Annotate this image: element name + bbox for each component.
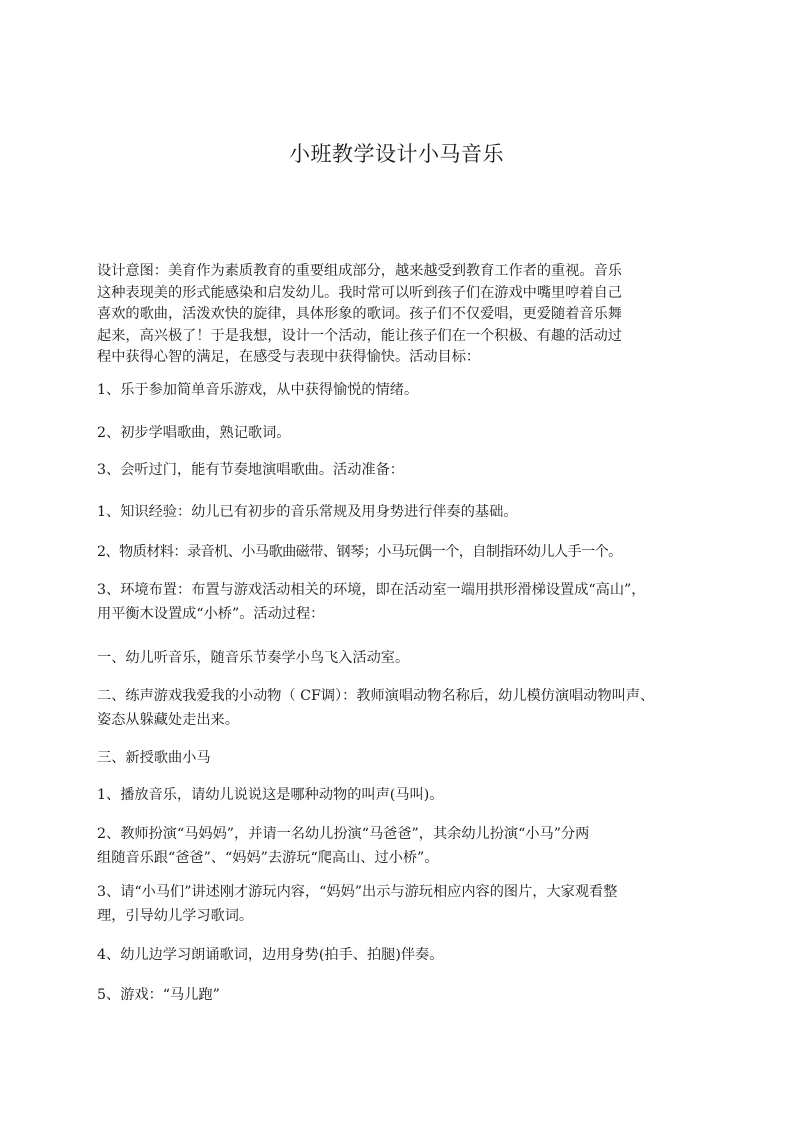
document-title: 小班教学设计小马音乐 [289,142,504,166]
paragraph-line: 1、播放音乐，请幼儿说说这是哪种动物的叫声(马叫)。 [97,787,444,803]
paragraph-goal-1 [97,378,707,402]
paragraph-line: 3、请“小马们”讲述刚才游玩内容，“妈妈”出示与游玩相应内容的图片，大家观看整 [97,884,618,900]
paragraph-line: 二、练声游戏我爱我的小动物（ CF调）：教师演唱动物名称后，幼儿模仿演唱动物叫声、 [97,688,655,704]
intro-line: 设计意图：美育作为素质教育的重要组成部分，越来越受到教育工作者的重视。音乐 [97,263,622,279]
paragraph-line: 姿态从躲藏处走出来。 [97,712,239,728]
paragraph-line: 理，引导幼儿学习歌词。 [97,908,254,924]
paragraph-line: 三、新授歌曲小马 [97,750,211,766]
paragraph-prep-2 [97,540,707,564]
paragraph-step-3-5 [97,983,707,1007]
intro-line: 喜欢的歌曲，活泼欢快的旋律，具体形象的歌词。孩子们不仅爱唱，更爱随着音乐舞 [97,306,622,322]
intro-line: 起来，高兴极了！于是我想，设计一个活动，能让孩子们在一个积极、有趣的活动过 [97,327,622,344]
paragraph-line: 4、幼儿边学习朗诵歌词，边用身势(拍手、拍腿)伴奏。 [97,947,444,963]
paragraph-prep-1 [97,500,707,524]
paragraph-line: 2、教师扮演“马妈妈”，并请一名幼儿扮演“马爸爸”，其余幼儿扮演“小马”分两 [97,826,590,842]
paragraph-step-3 [97,746,707,770]
paragraph-step-2 [97,684,707,732]
intro-paragraph [97,261,697,369]
paragraph-line: 2、物质材料：录音机、小马歌曲磁带、钢琴；小马玩偶一个，自制指环幼儿人手一个。 [97,544,622,560]
paragraph-line: 用平衡木设置成“小桥”。活动过程： [97,606,325,622]
paragraph-line: 3、环境布置：布置与游戏活动相关的环境，即在活动室一端用拱形滑梯设置成“高山”， [97,582,646,598]
paragraph-goal-3 [97,458,707,482]
paragraph-step-1 [97,646,707,670]
paragraph-line: 组随音乐跟“爸爸”、“妈妈”去游玩“爬高山、过小桥”。 [97,850,439,866]
paragraph-line: 2、初步学唱歌曲，熟记歌词。 [97,425,291,441]
paragraph-prep-3 [97,578,707,626]
intro-line: 这种表现美的形式能感染和启发幼儿。我时常可以听到孩子们在游戏中嘴里哼着自己 [97,284,622,301]
paragraph-step-3-3 [97,880,707,928]
paragraph-line: 1、知识经验：幼儿已有初步的音乐常规及用身势进行伴奏的基础。 [97,504,518,520]
intro-line: 程中获得心智的满足，在感受与表现中获得愉快。活动目标： [97,349,481,365]
paragraph-line: 1、乐于参加简单音乐游戏，从中获得愉悦的情绪。 [97,382,419,398]
paragraph-line: 3、会听过门，能有节奏地演唱歌曲。活动准备： [97,462,404,478]
paragraph-step-3-4 [97,943,707,967]
paragraph-step-3-1 [97,783,707,807]
paragraph-goal-2 [97,421,707,445]
paragraph-line: 5、游戏：“马儿跑” [97,987,220,1003]
paragraph-step-3-2 [97,822,707,870]
paragraph-line: 一、幼儿听音乐，随音乐节奏学小鸟飞入活动室。 [97,650,410,666]
